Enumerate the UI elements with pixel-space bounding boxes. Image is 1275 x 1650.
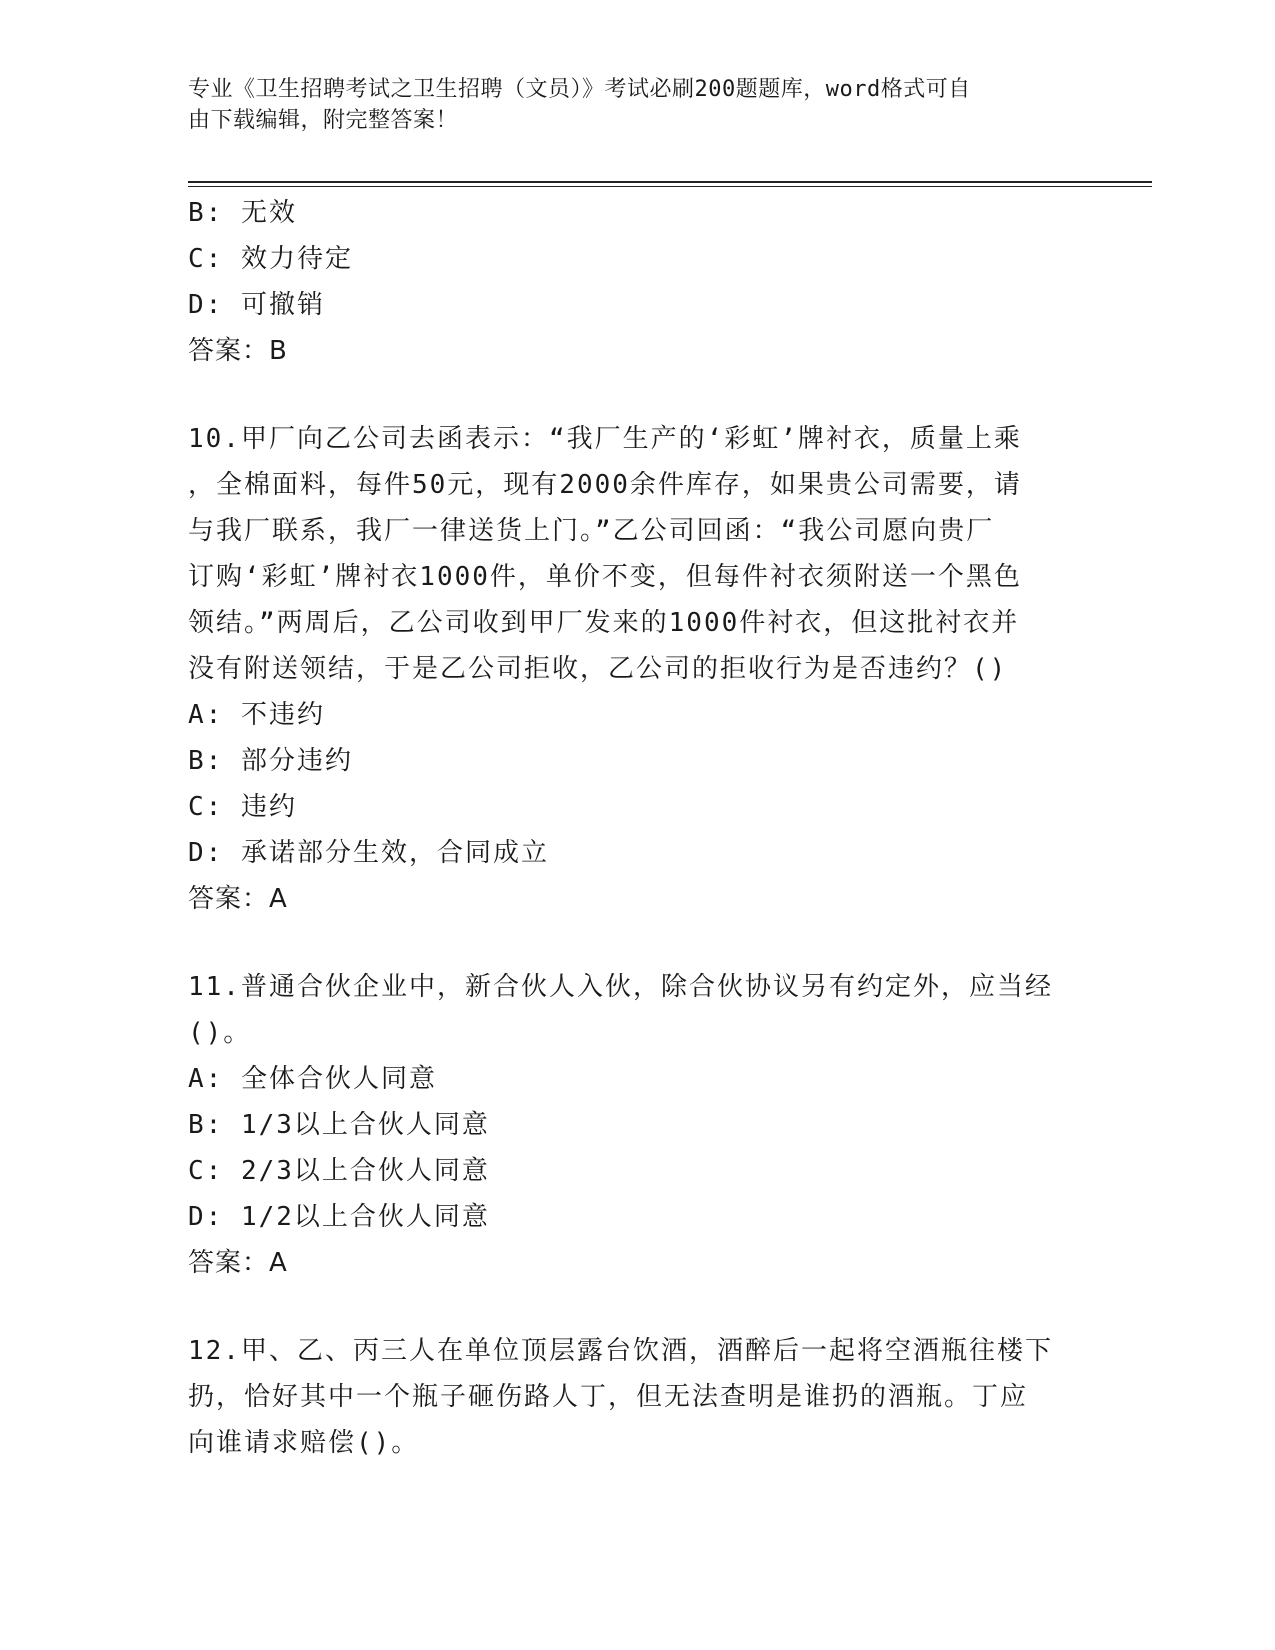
question-line: 10.甲厂向乙公司去函表示：“我厂生产的‘彩虹’牌衬衣，质量上乘 [188,424,1022,454]
option-c: C: 违约 [188,792,297,822]
question-line: 扔，恰好其中一个瓶子砸伤路人丁，但无法查明是谁扔的酒瓶。丁应 [188,1382,1029,1412]
question-line: 与我厂联系，我厂一律送货上门。”乙公司回函：“我公司愿向贵厂 [188,516,995,546]
document-header [188,74,1088,136]
header-line-2: 由下载编辑，附完整答案！ [188,108,459,133]
question-line: ()。 [188,1018,252,1048]
question-line: ，全棉面料，每件50元，现有2000余件库存，如果贵公司需要，请 [188,470,1022,500]
option-b: B: 无效 [188,198,297,228]
header-line-1: 专业《卫生招聘考试之卫生招聘（文员）》考试必刷200题题库，word格式可自 [188,77,971,102]
header-divider-thin [188,186,1152,187]
question-line: 向谁请求赔偿()。 [188,1428,420,1458]
option-c: C: 2/3以上合伙人同意 [188,1156,490,1186]
question-line: 12.甲、乙、丙三人在单位顶层露台饮酒，酒醉后一起将空酒瓶往楼下 [188,1336,1053,1366]
question-line: 没有附送领结，于是乙公司拒收，乙公司的拒收行为是否违约？() [188,654,1008,684]
question-line: 领结。”两周后，乙公司收到甲厂发来的1000件衬衣，但这批衬衣并 [188,608,1020,638]
answer-line: 答案：B [188,336,288,366]
option-a: A: 全体合伙人同意 [188,1064,437,1094]
question-11 [188,964,1088,1286]
document-body [188,190,1088,1466]
option-d: D: 1/2以上合伙人同意 [188,1202,490,1232]
option-d: D: 承诺部分生效，合同成立 [188,838,549,868]
option-b: B: 部分违约 [188,746,353,776]
answer-line: 答案：A [188,1248,288,1278]
answer-line: 答案：A [188,884,288,914]
option-a: A: 不违约 [188,700,325,730]
option-c: C: 效力待定 [188,244,353,274]
question-line: 11.普通合伙企业中，新合伙人入伙，除合伙协议另有约定外，应当经 [188,972,1053,1002]
prev-question [188,190,1088,374]
option-d: D: 可撤销 [188,290,325,320]
option-b: B: 1/3以上合伙人同意 [188,1110,490,1140]
question-line: 订购‘彩虹’牌衬衣1000件，单价不变，但每件衬衣须附送一个黑色 [188,562,1022,592]
question-12 [188,1328,1088,1466]
header-divider-thick [188,181,1152,183]
question-10 [188,416,1088,922]
